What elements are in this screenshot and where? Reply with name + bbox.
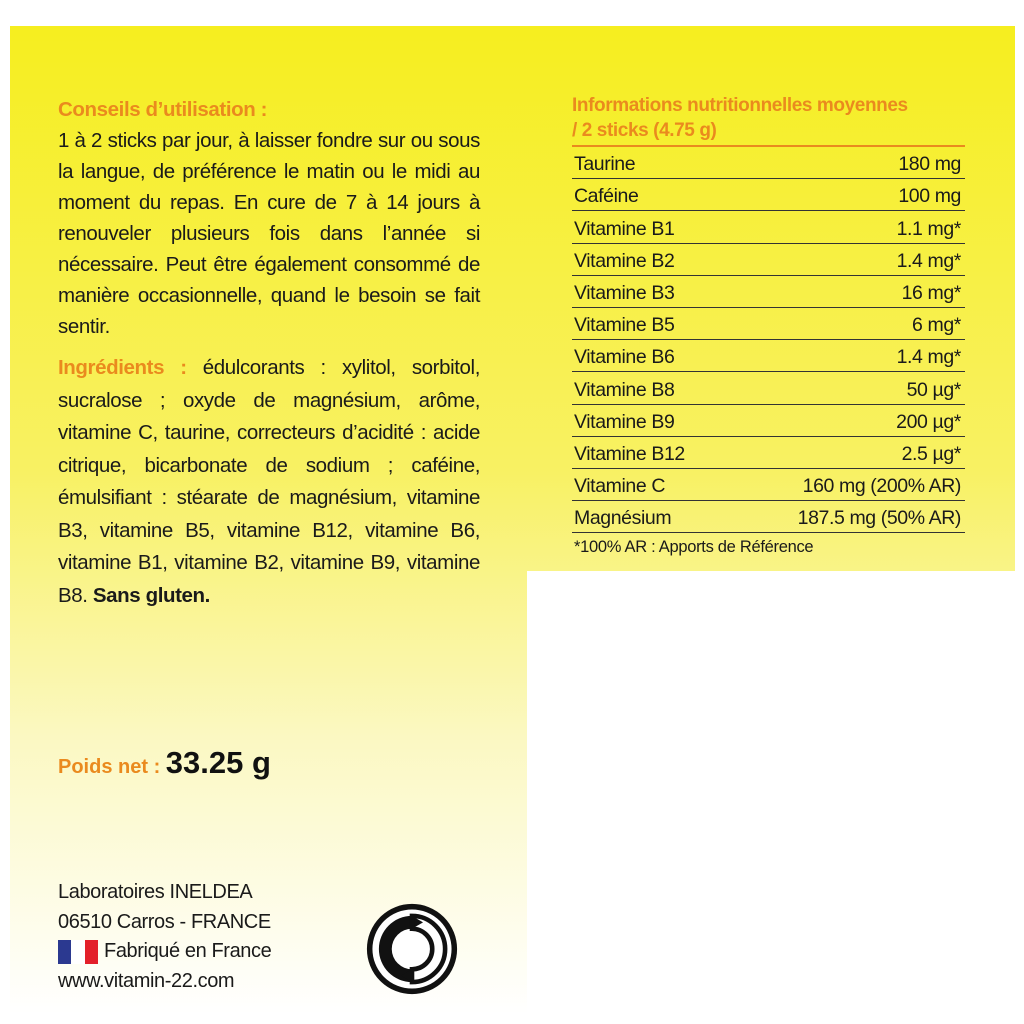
nutrition-row <box>572 276 965 308</box>
nutrient-value: 1.4 mg* <box>896 346 961 369</box>
french-flag-icon <box>58 940 98 964</box>
nutrition-title-line1: Informations nutritionnelles moyennes <box>572 95 908 116</box>
nutrient-name: Vitamine B2 <box>574 249 675 272</box>
nutrient-value: 180 mg <box>898 153 961 176</box>
nutrition-row <box>572 437 965 469</box>
nutrient-name: Vitamine B6 <box>574 346 675 369</box>
nutrient-name: Vitamine B3 <box>574 281 675 304</box>
nutrition-footnote: *100% AR : Apports de Référence <box>574 538 814 557</box>
nutrient-value: 100 mg <box>898 185 961 208</box>
nutrition-table <box>572 93 965 557</box>
nutrient-value: 50 µg* <box>906 378 961 401</box>
manufacturer-block <box>58 878 338 996</box>
nutrient-name: Vitamine C <box>574 475 666 498</box>
nutrition-title-line2: / 2 sticks (4.75 g) <box>572 120 717 141</box>
nutrition-row <box>572 405 965 437</box>
nutrition-row <box>572 340 965 372</box>
nutrition-title <box>572 93 965 147</box>
nutrition-row <box>572 244 965 276</box>
nutrition-row <box>572 179 965 211</box>
gluten-free-label: Sans gluten. <box>92 583 210 607</box>
ingredients-paragraph <box>58 352 480 612</box>
made-in-text: Fabriqué en France <box>104 940 272 962</box>
nutrition-row <box>572 372 965 404</box>
blank-area <box>527 571 1024 1024</box>
nutrient-name: Vitamine B9 <box>574 410 675 433</box>
nutrition-row <box>572 147 965 179</box>
nutrient-name: Magnésium <box>574 507 672 530</box>
ingredients-text: édulcorants : xylitol, sorbitol, sucralose ; oxyde de magnésium, arôme, vitamine C, taurine, correcteurs d’acidité : acide citrique, bicarbonate de sodium ; caféine, émulsifiant : stéarate de magnésium, vitamine B3, vitamine B5, vitamine B12, vitamine B6, vitamine B1, vitamine B2, vitamine B9, vitamine B8. <box>58 356 481 607</box>
nutrient-value: 16 mg* <box>901 281 961 304</box>
ingredients-heading: Ingrédients : <box>58 356 187 379</box>
nutrient-name: Taurine <box>574 153 636 176</box>
manufacturer-name: Laboratoires INELDEA <box>58 881 253 903</box>
nutrient-name: Vitamine B12 <box>574 442 685 465</box>
nutrient-value: 2.5 µg* <box>901 442 961 465</box>
net-weight-label: Poids net : <box>58 756 161 778</box>
green-dot-recycle-icon <box>366 903 458 995</box>
usage-text: 1 à 2 sticks par jour, à laisser fondre sur ou sous la langue, de préférence le matin ou le midi au moment du repas. En cure de 7 à 14 jours à renouveler plusieurs fois dans l’année si nécessaire. Peut être également consommé de manière occasionnelle, quand le besoin se fait sentir. <box>58 129 480 338</box>
nutrition-row <box>572 501 965 533</box>
nutrient-value: 1.4 mg* <box>896 249 961 272</box>
nutrient-name: Vitamine B8 <box>574 378 675 401</box>
nutrition-row <box>572 211 965 243</box>
nutrition-rows <box>572 147 965 533</box>
nutrient-value: 6 mg* <box>912 314 961 337</box>
website-link[interactable]: www.vitamin-22.com <box>58 969 235 992</box>
nutrition-row <box>572 469 965 501</box>
net-weight-value: 33.25 g <box>165 745 271 780</box>
nutrient-name: Vitamine B5 <box>574 314 675 337</box>
nutrient-value: 1.1 mg* <box>896 217 961 240</box>
nutrient-name: Vitamine B1 <box>574 217 675 240</box>
made-in-row <box>58 937 338 967</box>
nutrient-value: 187.5 mg (50% AR) <box>797 507 961 530</box>
nutrition-row <box>572 308 965 340</box>
usage-heading: Conseils d’utilisation : <box>58 98 268 121</box>
usage-ingredients-column <box>58 94 480 622</box>
nutrient-value: 160 mg (200% AR) <box>802 475 961 498</box>
manufacturer-address: 06510 Carros - FRANCE <box>58 910 271 933</box>
net-weight <box>58 745 271 781</box>
nutrient-value: 200 µg* <box>896 410 961 433</box>
nutrient-name: Caféine <box>574 185 639 208</box>
